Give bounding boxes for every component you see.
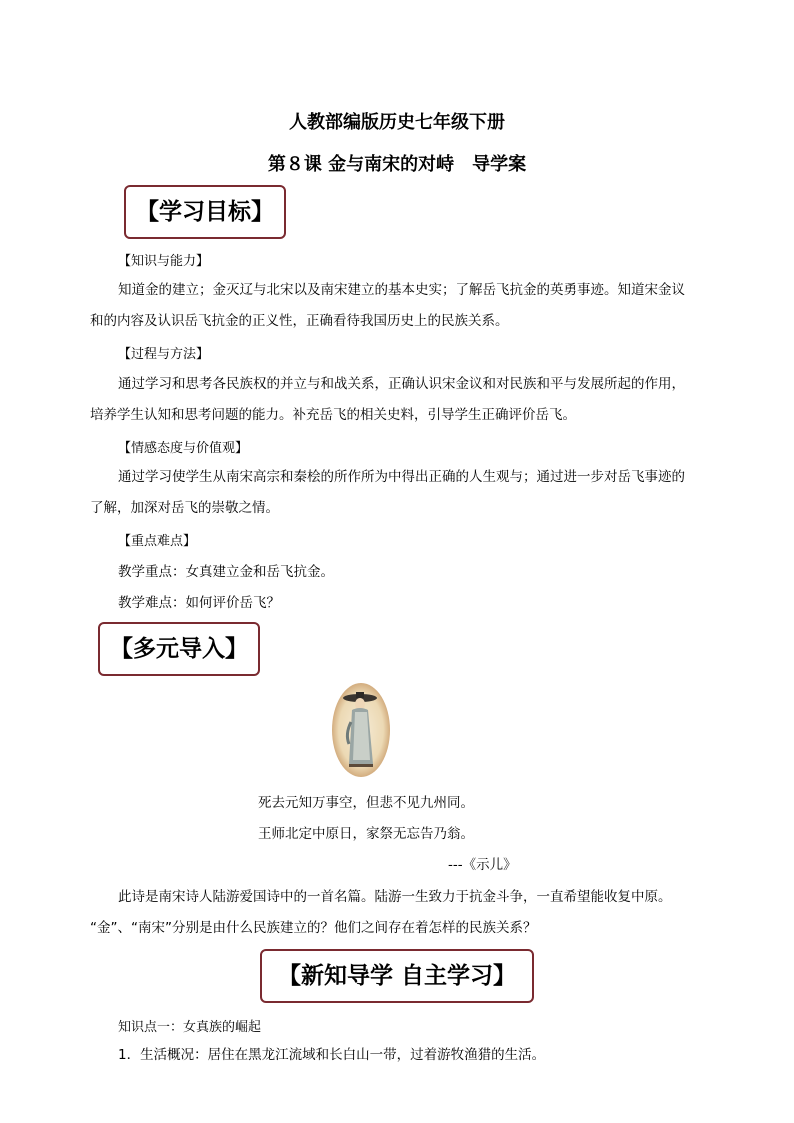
poem-source: ---《示儿》: [448, 857, 517, 873]
poet-portrait-image: [331, 682, 391, 778]
ability-title: 【知识与能力】: [118, 254, 210, 269]
process-title: 【过程与方法】: [118, 347, 210, 362]
emotion-title: 【情感态度与价值观】: [118, 441, 249, 456]
section-heading-goals: 【学习目标】: [124, 185, 286, 239]
section-heading-intro: 【多元导入】: [98, 622, 260, 676]
ability-line-1: 知道金的建立；金灭辽与北宋以及南宋建立的基本史实；了解岳飞抗金的英勇事迹。知道宋金议: [118, 282, 685, 298]
section-heading-study: 【新知导学 自主学习】: [260, 949, 534, 1003]
process-line-2: 培养学生认知和思考问题的能力。补充岳飞的相关史料，引导学生正确评价岳飞。: [90, 407, 576, 423]
knowledge-point-1: 知识点一：女真族的崛起: [118, 1020, 262, 1035]
process-line-1: 通过学习和思考各民族权的并立与和战关系，正确认识宋金议和对民族和平与发展所起的作用，: [118, 376, 685, 392]
knowledge-item-1: 1．生活概况：居住在黑龙江流域和长白山一带，过着游牧渔猎的生活。: [118, 1047, 546, 1063]
emotion-line-2: 了解，加深对岳飞的崇敬之情。: [90, 500, 279, 516]
key-title: 【重点难点】: [118, 534, 197, 549]
intro-paragraph-line-2: “金”、“南宋”分别是由什么民族建立的？他们之间存在着怎样的民族关系？: [90, 920, 537, 936]
lesson-title: 第８课 金与南宋的对峙 导学案: [267, 154, 527, 175]
poem-line-2: 王师北定中原日，家祭无忘告乃翁。: [258, 826, 474, 842]
poem-line-1: 死去元知万事空，但悲不见九州同。: [258, 795, 474, 811]
page-title: 人教部编版历史七年级下册: [289, 112, 505, 133]
difficult-point: 教学难点：如何评价岳飞？: [118, 595, 280, 611]
intro-paragraph-line-1: 此诗是南宋诗人陆游爱国诗中的一首名篇。陆游一生致力于抗金斗争，一直希望能收复中原。: [118, 889, 672, 905]
key-point: 教学重点：女真建立金和岳飞抗金。: [118, 564, 334, 580]
emotion-line-1: 通过学习使学生从南宋高宗和秦桧的所作所为中得出正确的人生观与；通过进一步对岳飞事迹的: [118, 469, 685, 485]
ability-line-2: 和的内容及认识岳飞抗金的正义性，正确看待我国历史上的民族关系。: [90, 313, 509, 329]
